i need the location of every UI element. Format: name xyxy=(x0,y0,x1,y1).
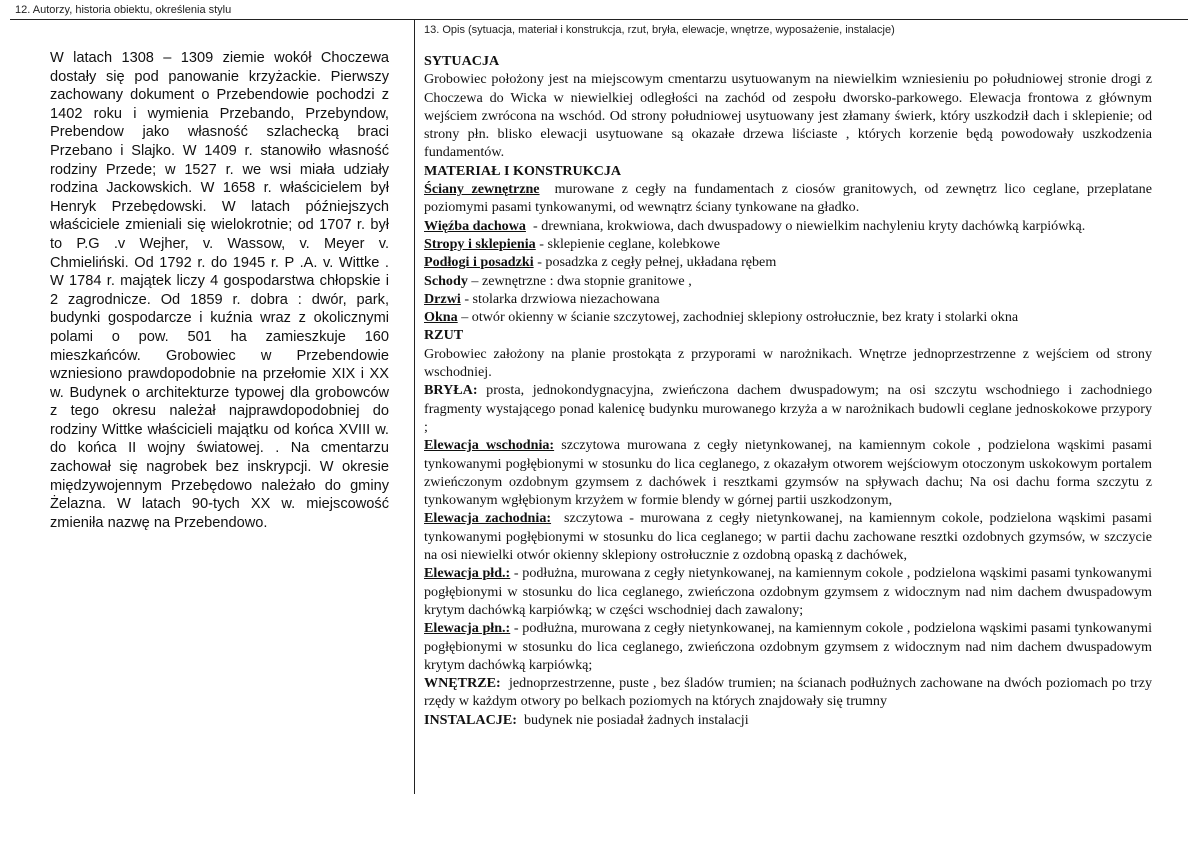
instalacje-text: budynek nie posiadał żadnych instalacji xyxy=(523,711,749,728)
description-body xyxy=(424,52,1152,729)
wiezba-text: - drewniana, krokwiowa, dach dwuspadowy o niewielkim nachyleniu kryty dachówką karpiówką. xyxy=(532,217,1086,234)
elewacja-pln-text: - podłużna, murowana z cegły nietynkowanej, na kamiennym cokole , podzielona wąskimi pasami tynkowanymi pogłębionymi w stosunku do lica ceglanego, zwieńczona ozdobnym gzymsem z widocznym nad nim dachem dwuspadowym krytym dachówką karpiówką; xyxy=(424,620,1152,673)
elewacja-wschodnia-paragraph xyxy=(424,436,1152,509)
rzut-text: Grobowiec założony na planie prostokąta z przyporami w narożnikach. Wnętrze jednoprzestrzenne z wejściem od strony wschodniej. xyxy=(424,345,1152,381)
material-heading: MATERIAŁ I KONSTRUKCJA xyxy=(424,162,622,179)
podlogi-text: - posadzka z cegły pełnej, układana rębem xyxy=(537,254,777,271)
wnetrze-paragraph xyxy=(424,674,1152,711)
elewacja-zachodnia-term: Elewacja zachodnia: xyxy=(424,510,552,527)
drzwi-paragraph xyxy=(424,290,1152,308)
bryla-paragraph xyxy=(424,381,1152,436)
wiezba-paragraph xyxy=(424,217,1152,235)
elewacja-zachodnia-paragraph xyxy=(424,509,1152,564)
wnetrze-term: WNĘTRZE: xyxy=(424,675,501,692)
stropy-term: Stropy i sklepienia xyxy=(424,235,536,252)
okna-text: – otwór okienny w ścianie szczytowej, zachodniej sklepiony ostrołucznie, bez kraty i stolarki okna xyxy=(461,309,1019,326)
elewacja-wschodnia-term: Elewacja wschodnia: xyxy=(424,437,555,454)
podlogi-paragraph xyxy=(424,253,1152,271)
top-rule xyxy=(10,19,1188,20)
bryla-text: prosta, jednokondygnacyjna, zwieńczona dachem dwuspadowym; na osi szczytu wschodniego i zachodniego fragmenty wystającego ponad kalenicę budynku murowanego krzyża a w narożnikach budowli ceglane jednoskokowe przypory ; xyxy=(424,382,1152,435)
sciany-paragraph xyxy=(424,180,1152,217)
wiezba-term: Więźba dachowa xyxy=(424,217,526,234)
sytuacja-heading: SYTUACJA xyxy=(424,53,500,69)
okna-paragraph xyxy=(424,308,1152,326)
elewacja-wschodnia-text: szczytowa murowana z cegły nietynkowanej, na kamiennym cokole , podzielona wąskimi pasami tynkowanymi pogłębionymi w stosunku do lica ceglanego, z okazałym otworem wejściowym otoczonym uskokowym portalem zwieńczonym ozdobnym gzymsem z dachówek i resztkami gzymsów na spływach dachu; Na osi dachu forma szczytu z tynkowanym wgłębionym krzyżem w formie blendy w górnej partii uszkodzonym, xyxy=(424,437,1153,509)
instalacje-term: INSTALACJE: xyxy=(424,711,517,728)
section-12-header: 12. Autorzy, historia obiektu, określenia stylu xyxy=(15,4,232,16)
instalacje-paragraph xyxy=(424,711,1152,729)
elewacja-zachodnia-text: szczytowa - murowana z cegły nietynkowanej, na kamiennym cokole, podzielona wąskimi pasami tynkowanymi pogłębionymi w stosunku do lica ceglanego; w partii dachu zachowane resztki ozdobnych gzymsów, w szczycie na osi niewielki otwór okienny sklepiony ostrołucznie z ozdobną opaską z dachówek, xyxy=(424,510,1153,564)
wnetrze-text: jednoprzestrzenne, puste , bez śladów trumien; na ścianach podłużnych zachowane na dwóch poziomach po trzy rzędy w każdym otwory po belkach poziomych na których znajdowały się trumny xyxy=(424,675,1153,710)
elewacja-pld-paragraph xyxy=(424,564,1152,619)
sciany-text: murowane z cegły na fundamentach z ciosów granitowych, od zewnętrz lico ceglane, przeplatane poziomymi pasami tynkowanymi, od wewnątrz ściany tynkowane na gładko. xyxy=(424,181,1152,216)
drzwi-term: Drzwi xyxy=(424,290,461,307)
column-divider xyxy=(414,19,415,794)
sciany-term: Ściany zewnętrzne xyxy=(424,181,540,198)
history-text: W latach 1308 – 1309 ziemie wokół Choczewa dostały się pod panowanie krzyżackie. Pierwszy zachowany dokument o Przebendowie pochodzi z 1402 roku i wymienia Przebando, Przebyndow, Prebendow jako własność szlachecką braci Przebano i Slajko. W 1409 r. stanowiło własność rodziny Przede; w 1527 r. we wsi miała udziały rodzina Jackowskich. W 1658 r. właścicielem był Henryk Przebędowski. W latach późniejszych właściciele zmieniali się wielokrotnie; od 1707 r. był to P.G .v Wejher, v. Wassow, v. Meyer v. Chmieliński. Od 1792 r. do 1945 r. P .A. v. Wittke . W 1784 r. majątek liczy 4 gospodarstwa chłopskie i 2 zagrodnicze. Od 1859 r. dobra : dwór, park, budynki gospodarcze i kuźnia wraz z okolicznymi polami o pow. 501 ha zamieszkuje 160 mieszkańców. Grobowiec w Przebendowie wzniesiono prawdopodobnie na przełomie XIX i XX w. Budynek o architekturze typowej dla grobowców z tego okresu należał najprawdopodobniej do rodziny Wittke właścicieli majątku od końca XVIII w. do końca II wojny światowej. . Na cmentarzu zachował się nagrobek bez inskrypcji. W okresie międzywojennym Przebędowo należało do gminy Żelazna. W latach 90-tych XX w. miejscowość zmieniła nazwę na Przebendowo. xyxy=(50,50,389,531)
elewacja-pld-term: Elewacja płd.: xyxy=(424,565,511,582)
bryla-term: BRYŁA: xyxy=(424,382,478,399)
elewacja-pln-term: Elewacja płn.: xyxy=(424,620,511,637)
stropy-paragraph xyxy=(424,235,1152,253)
elewacja-pld-text: - podłużna, murowana z cegły nietynkowanej, na kamiennym cokole , podzielona wąskimi pasami tynkowanymi pogłębionymi w stosunku do lica ceglanego, zwieńczona ozdobnym gzymsem z widocznym nad nim dachem dwuspadowym krytym dachówką karpiówką; w części wschodniej dach zawalony; xyxy=(424,565,1152,618)
podlogi-term: Podłogi i posadzki xyxy=(424,254,534,271)
rzut-heading: RZUT xyxy=(424,327,464,344)
okna-term: Okna xyxy=(424,309,458,326)
drzwi-text: - stolarka drzwiowa niezachowana xyxy=(464,290,660,307)
stropy-text: - sklepienie ceglane, kolebkowe xyxy=(539,235,721,252)
sytuacja-text: Grobowiec położony jest na miejscowym cmentarzu usytuowanym na niewielkim wzniesieniu po południowej stronie drogi z Choczewa do Wicka w niewielkiej odległości na zachód od zespołu dworsko-parkowego. Elewacja frontowa z głównym wejściem zwrócona na wschód. Od strony południowej usytuowany jest złamany świerk, który uszkodził dach i sklepienie; od strony płn. blisko elewacji usytuowane są okazałe drzewa liściaste , których korzenie będą powodowały uszkodzenia fundamentów. xyxy=(424,71,1152,161)
section-13-header: 13. Opis (sytuacja, materiał i konstrukcja, rzut, bryła, elewacje, wnętrze, wyposażenie, instalacje) xyxy=(424,24,895,36)
schody-term: Schody xyxy=(424,272,468,289)
schody-paragraph xyxy=(424,272,1152,290)
elewacja-pln-paragraph xyxy=(424,619,1152,674)
schody-text: – zewnętrzne : dwa stopnie granitowe , xyxy=(471,272,692,289)
